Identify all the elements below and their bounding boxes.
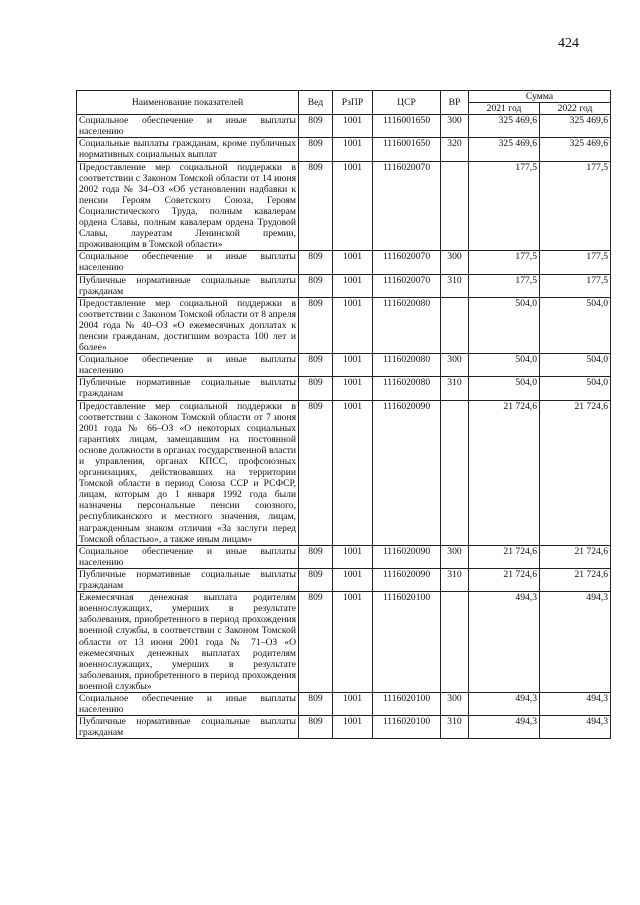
row-csr: 1116020070 <box>373 274 441 297</box>
header-sum: Сумма <box>469 91 611 103</box>
row-sum-2022: 177,5 <box>540 251 611 274</box>
row-sum-2022: 177,5 <box>540 274 611 297</box>
row-csr: 1116020070 <box>373 251 441 274</box>
row-ved: 809 <box>299 297 333 353</box>
row-sum-2021: 494,3 <box>469 716 540 739</box>
row-sum-2021: 494,3 <box>469 592 540 693</box>
table-row <box>77 115 611 138</box>
row-rzpr: 1001 <box>333 115 373 138</box>
header-2022: 2022 год <box>540 103 611 115</box>
row-ved: 809 <box>299 716 333 739</box>
row-name: Публичные нормативные социальные выплаты гражданам <box>77 568 299 591</box>
row-rzpr: 1001 <box>333 138 373 161</box>
row-rzpr: 1001 <box>333 377 373 400</box>
row-csr: 1116001650 <box>373 138 441 161</box>
table-row <box>77 400 611 545</box>
budget-table <box>76 90 611 739</box>
row-name: Социальное обеспечение и иные выплаты населению <box>77 692 299 715</box>
table-row <box>77 377 611 400</box>
header-csr: ЦСР <box>373 91 441 115</box>
row-name: Социальное обеспечение и иные выплаты населению <box>77 251 299 274</box>
row-csr: 1116020080 <box>373 377 441 400</box>
row-sum-2022: 325 469,6 <box>540 138 611 161</box>
row-sum-2021: 21 724,6 <box>469 568 540 591</box>
table-row <box>77 297 611 353</box>
row-vr: 320 <box>441 138 469 161</box>
row-sum-2022: 504,0 <box>540 297 611 353</box>
row-csr: 1116020080 <box>373 297 441 353</box>
row-vr <box>441 297 469 353</box>
table-row <box>77 161 611 251</box>
row-sum-2022: 494,3 <box>540 716 611 739</box>
row-csr: 1116020080 <box>373 354 441 377</box>
row-sum-2021: 325 469,6 <box>469 115 540 138</box>
row-sum-2021: 504,0 <box>469 354 540 377</box>
header-vr: ВР <box>441 91 469 115</box>
row-rzpr: 1001 <box>333 297 373 353</box>
row-ved: 809 <box>299 568 333 591</box>
row-sum-2022: 21 724,6 <box>540 545 611 568</box>
table-row <box>77 354 611 377</box>
row-name: Предоставление мер социальной поддержки в соответствии с Законом Томской области от 8 апреля 2004 года № 40–ОЗ «О ежемесячных доплатах к пенсии гражданам, достигшим возраста 100 лет и более» <box>77 297 299 353</box>
row-csr: 1116020100 <box>373 592 441 693</box>
row-ved: 809 <box>299 545 333 568</box>
row-name: Публичные нормативные социальные выплаты гражданам <box>77 377 299 400</box>
row-rzpr: 1001 <box>333 545 373 568</box>
row-sum-2021: 21 724,6 <box>469 400 540 545</box>
table-row <box>77 545 611 568</box>
row-sum-2021: 504,0 <box>469 377 540 400</box>
row-rzpr: 1001 <box>333 274 373 297</box>
row-sum-2021: 177,5 <box>469 274 540 297</box>
row-csr: 1116020090 <box>373 568 441 591</box>
row-rzpr: 1001 <box>333 161 373 251</box>
row-vr <box>441 161 469 251</box>
header-ved: Вед <box>299 91 333 115</box>
header-rzpr: РзПР <box>333 91 373 115</box>
row-sum-2022: 21 724,6 <box>540 568 611 591</box>
row-sum-2021: 504,0 <box>469 297 540 353</box>
row-ved: 809 <box>299 161 333 251</box>
row-rzpr: 1001 <box>333 568 373 591</box>
row-vr: 310 <box>441 568 469 591</box>
table-row <box>77 716 611 739</box>
row-csr: 1116020090 <box>373 400 441 545</box>
row-sum-2021: 21 724,6 <box>469 545 540 568</box>
row-csr: 1116020100 <box>373 716 441 739</box>
row-sum-2021: 177,5 <box>469 251 540 274</box>
row-sum-2021: 177,5 <box>469 161 540 251</box>
row-ved: 809 <box>299 400 333 545</box>
row-vr: 310 <box>441 377 469 400</box>
table-row <box>77 138 611 161</box>
row-name: Социальное обеспечение и иные выплаты населению <box>77 354 299 377</box>
row-sum-2022: 504,0 <box>540 377 611 400</box>
header-2021: 2021 год <box>469 103 540 115</box>
table-row <box>77 592 611 693</box>
row-name: Публичные нормативные социальные выплаты гражданам <box>77 274 299 297</box>
row-rzpr: 1001 <box>333 692 373 715</box>
row-vr: 310 <box>441 716 469 739</box>
row-ved: 809 <box>299 115 333 138</box>
row-vr <box>441 400 469 545</box>
row-name: Ежемесячная денежная выплата родителям военнослужащих, умерших в результате заболевания, приобретенного в период прохождения военной службы, в соответствии с Законом Томской области от 13 июня 2001 года № 71–ОЗ «О ежемесячных денежных выплатах родителям военнослужащих, умерших в результате заболевания, приобретенного в период прохождения военной службы» <box>77 592 299 693</box>
table-row <box>77 251 611 274</box>
row-vr: 300 <box>441 354 469 377</box>
row-csr: 1116001650 <box>373 115 441 138</box>
row-csr: 1116020070 <box>373 161 441 251</box>
row-sum-2022: 325 469,6 <box>540 115 611 138</box>
row-rzpr: 1001 <box>333 251 373 274</box>
row-name: Предоставление мер социальной поддержки в соответствии с Законом Томской области от 7 июня 2001 года № 66–ОЗ «О некоторых социальных гарантиях лицам, замещавшим на постоянной основе должности в органах государственной власти и управления, органах КПСС, профсоюзных организациях, действовавших на территории Томской области в период Союза ССР и РСФСР, лицам, которым до 1 января 1992 года были назначены персональные пенсии союзного, республиканского и местного значения, лицам, награжденным знаком отличия «За заслуги перед Томской областью», а также иным лицам» <box>77 400 299 545</box>
table-row <box>77 692 611 715</box>
row-name: Предоставление мер социальной поддержки в соответствии с Законом Томской области от 14 июня 2002 года № 34–ОЗ «Об установлении надбавки к пенсии Героям Советского Союза, Героям Социалистического Труда, полным кавалерам ордена Славы, полным кавалерам ордена Трудовой Славы, лауреатам Ленинской премии, проживающим в Томской области» <box>77 161 299 251</box>
table-row <box>77 568 611 591</box>
row-rzpr: 1001 <box>333 716 373 739</box>
row-name: Публичные нормативные социальные выплаты гражданам <box>77 716 299 739</box>
row-ved: 809 <box>299 251 333 274</box>
row-csr: 1116020100 <box>373 692 441 715</box>
row-csr: 1116020090 <box>373 545 441 568</box>
row-ved: 809 <box>299 274 333 297</box>
row-sum-2022: 494,3 <box>540 692 611 715</box>
header-name: Наименование показателей <box>77 91 299 115</box>
row-ved: 809 <box>299 377 333 400</box>
row-sum-2021: 494,3 <box>469 692 540 715</box>
row-name: Социальные выплаты гражданам, кроме публичных нормативных социальных выплат <box>77 138 299 161</box>
row-ved: 809 <box>299 592 333 693</box>
row-name: Социальное обеспечение и иные выплаты населению <box>77 545 299 568</box>
row-vr <box>441 592 469 693</box>
row-sum-2022: 177,5 <box>540 161 611 251</box>
row-sum-2022: 504,0 <box>540 354 611 377</box>
row-rzpr: 1001 <box>333 354 373 377</box>
row-vr: 300 <box>441 251 469 274</box>
row-rzpr: 1001 <box>333 400 373 545</box>
row-name: Социальное обеспечение и иные выплаты населению <box>77 115 299 138</box>
row-vr: 300 <box>441 545 469 568</box>
row-ved: 809 <box>299 138 333 161</box>
row-sum-2021: 325 469,6 <box>469 138 540 161</box>
table-row <box>77 274 611 297</box>
row-ved: 809 <box>299 692 333 715</box>
row-vr: 300 <box>441 115 469 138</box>
row-ved: 809 <box>299 354 333 377</box>
row-vr: 300 <box>441 692 469 715</box>
row-sum-2022: 494,3 <box>540 592 611 693</box>
row-rzpr: 1001 <box>333 592 373 693</box>
page-number: 424 <box>558 36 579 51</box>
row-vr: 310 <box>441 274 469 297</box>
row-sum-2022: 21 724,6 <box>540 400 611 545</box>
